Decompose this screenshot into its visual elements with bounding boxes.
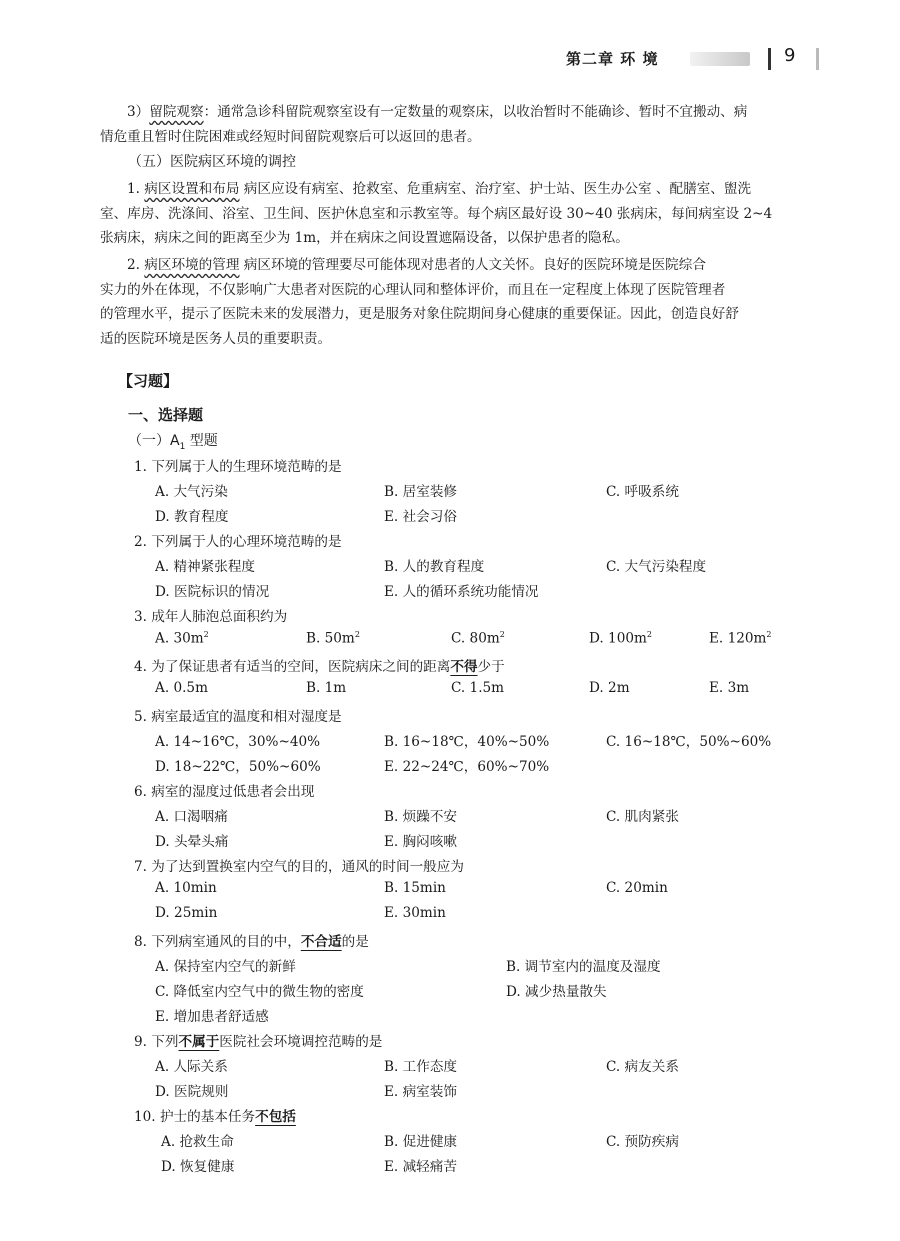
option: D. 18~22℃，50%~60%	[155, 759, 321, 775]
question-8	[134, 930, 369, 950]
paragraph-text: 实力的外在体现，不仅影响广大患者对医院的心理认同和整体评价，而且在一定程度上体现了医院管理者	[100, 281, 726, 298]
question-stem-end: 医院社会环境调控范畴的是	[219, 1034, 383, 1050]
option: E. 病室装饰	[384, 1084, 457, 1100]
question-stem-end: 少于	[477, 659, 505, 675]
option: C. 16~18℃，50%~60%	[606, 734, 772, 750]
option: B. 16~18℃，40%~50%	[384, 734, 550, 750]
question-stem: 2. 下列属于人的心理环境范畴的是	[134, 534, 342, 550]
option: B. 1m	[306, 680, 347, 696]
header-divider-right	[816, 48, 819, 70]
option: B. 工作态度	[384, 1059, 458, 1075]
paragraph-prefix: 3）	[127, 104, 150, 120]
option: A. 0.5m	[155, 680, 208, 696]
paragraph-text: 室、库房、洗涤间、浴室、卫生间、医护休息室和示教室等。每个病区最好设 30~40 张病床，每间病室设 2~4	[100, 205, 773, 222]
option: E. 22~24℃，60%~70%	[384, 759, 550, 775]
section-title: （五）医院病区环境的调控	[128, 154, 296, 170]
option: D. 医院标识的情况	[155, 584, 270, 600]
option: A. 人际关系	[155, 1059, 228, 1075]
header-divider	[768, 48, 771, 70]
question-stem: 3. 成年人肺泡总面积约为	[134, 609, 288, 625]
paragraph-text: 病区环境的管理要尽可能体现对患者的人文关怀。良好的医院环境是医院综合	[239, 257, 706, 273]
option: A. 精神紧张程度	[155, 559, 256, 575]
question-emphasis: 不包括	[255, 1109, 296, 1125]
term-ward-layout: 病区设置和布局	[144, 181, 240, 197]
option: B. $50m^2$	[306, 630, 360, 647]
paragraph-prefix: 1.	[127, 181, 145, 197]
option: C. $80m^2$	[451, 630, 505, 647]
option: C. 预防疾病	[606, 1134, 679, 1150]
page-number: 9	[784, 45, 796, 66]
subsection-subscript: 1	[179, 441, 186, 452]
chapter-title: 第二章 环 境	[566, 50, 659, 68]
term-observation: 留院观察	[149, 104, 204, 120]
option: B. 调节室内的温度及湿度	[506, 959, 661, 975]
subsection-a1-type	[128, 430, 218, 452]
question-1	[134, 455, 342, 475]
option: D. $100m^2$	[589, 630, 652, 647]
option: E. 减轻痛苦	[384, 1159, 457, 1175]
paragraph-ward-management	[100, 253, 830, 351]
option: E. $120m^2$	[709, 630, 772, 647]
header-decoration-bar	[690, 52, 750, 66]
option: B. 促进健康	[384, 1134, 458, 1150]
option: D. 恢复健康	[161, 1159, 235, 1175]
question-stem: 5. 病室最适宜的温度和相对湿度是	[134, 709, 342, 725]
question-5	[134, 705, 342, 725]
option: A. 10min	[155, 880, 217, 896]
question-stem: 10. 护士的基本任务	[134, 1109, 256, 1125]
paragraph-text: 情危重且暂时住院困难或经短时间留院观察后可以返回的患者。	[100, 128, 481, 145]
question-emphasis: 不得	[450, 659, 478, 675]
option: D. 教育程度	[155, 509, 229, 525]
question-7	[134, 855, 464, 875]
option: A. 口渴咽痛	[155, 809, 228, 825]
exercises-title: 【习题】	[118, 372, 179, 390]
option: E. 3m	[709, 680, 750, 696]
question-6	[134, 780, 314, 800]
option: D. 减少热量散失	[506, 984, 607, 1000]
question-3	[134, 605, 287, 625]
option: D. 医院规则	[155, 1084, 229, 1100]
option: B. 居室装修	[384, 484, 458, 500]
question-stem: 8. 下列病室通风的目的中，	[134, 934, 301, 950]
option: A. 大气污染	[155, 484, 228, 500]
section-choice-questions: 一、选择题	[128, 406, 204, 424]
option: C. 降低室内空气中的微生物的密度	[155, 984, 364, 1000]
paragraph-text: 张病床，病床之间的距离至少为 1m，并在病床之间设置遮隔设备，以保护患者的隐私。	[100, 230, 629, 246]
question-stem: 1. 下列属于人的生理环境范畴的是	[134, 459, 342, 475]
question-stem: 9. 下列	[134, 1034, 179, 1050]
option: E. 人的循环系统功能情况	[384, 584, 539, 600]
option: C. 肌肉紧张	[606, 809, 679, 825]
option: E. 30min	[384, 905, 446, 921]
question-2	[134, 530, 342, 550]
question-10	[134, 1105, 296, 1125]
question-9	[134, 1030, 382, 1050]
option: B. 烦躁不安	[384, 809, 458, 825]
question-stem: 6. 病室的湿度过低患者会出现	[134, 784, 315, 800]
subsection-suffix: 型题	[185, 433, 218, 449]
option: C. 大气污染程度	[606, 559, 707, 575]
option: D. 25min	[155, 905, 218, 921]
question-stem: 7. 为了达到置换室内空气的目的，通风的时间一般应为	[134, 859, 464, 875]
option: A. 保持室内空气的新鲜	[155, 959, 296, 975]
option: C. 呼吸系统	[606, 484, 679, 500]
paragraph-ward-layout	[100, 177, 830, 251]
paragraph-text: 适的医院环境是医务人员的重要职责。	[100, 330, 332, 347]
question-stem-end: 的是	[341, 934, 369, 950]
option: A. 抢救生命	[161, 1134, 234, 1150]
option: B. 人的教育程度	[384, 559, 485, 575]
option: D. 2m	[589, 680, 630, 696]
option: B. 15min	[384, 880, 446, 896]
subsection-prefix: （一）A	[128, 433, 180, 449]
option: A. 14~16℃，30%~40%	[155, 734, 321, 750]
paragraph-observation	[100, 100, 830, 149]
option: C. 20min	[606, 880, 668, 896]
question-emphasis: 不属于	[178, 1034, 220, 1050]
option: C. 病友关系	[606, 1059, 679, 1075]
paragraph-text: 病区应设有病室、抢救室、危重病室、治疗室、护士站、医生办公室 、配膳室、盥洗	[239, 181, 752, 197]
option: E. 增加患者舒适感	[155, 1009, 269, 1025]
term-ward-management: 病区环境的管理	[144, 257, 240, 273]
question-4	[134, 655, 505, 675]
option: C. 1.5m	[451, 680, 505, 696]
option: E. 胸闷咳嗽	[384, 834, 457, 850]
paragraph-prefix: 2.	[127, 257, 145, 273]
question-emphasis: 不合适	[300, 934, 342, 950]
option: D. 头晕头痛	[155, 834, 229, 850]
question-stem: 4. 为了保证患者有适当的空间，医院病床之间的距离	[134, 659, 451, 675]
option: A. $30m^2$	[155, 630, 209, 647]
paragraph-text: 的管理水平，提示了医院未来的发展潜力，更是服务对象住院期间身心健康的重要保证。因此，创造良好舒	[100, 306, 739, 322]
option: E. 社会习俗	[384, 509, 457, 525]
paragraph-text: ：通常急诊科留院观察室设有一定数量的观察床，以收治暂时不能确诊、暂时不宜搬动、病	[203, 104, 748, 120]
